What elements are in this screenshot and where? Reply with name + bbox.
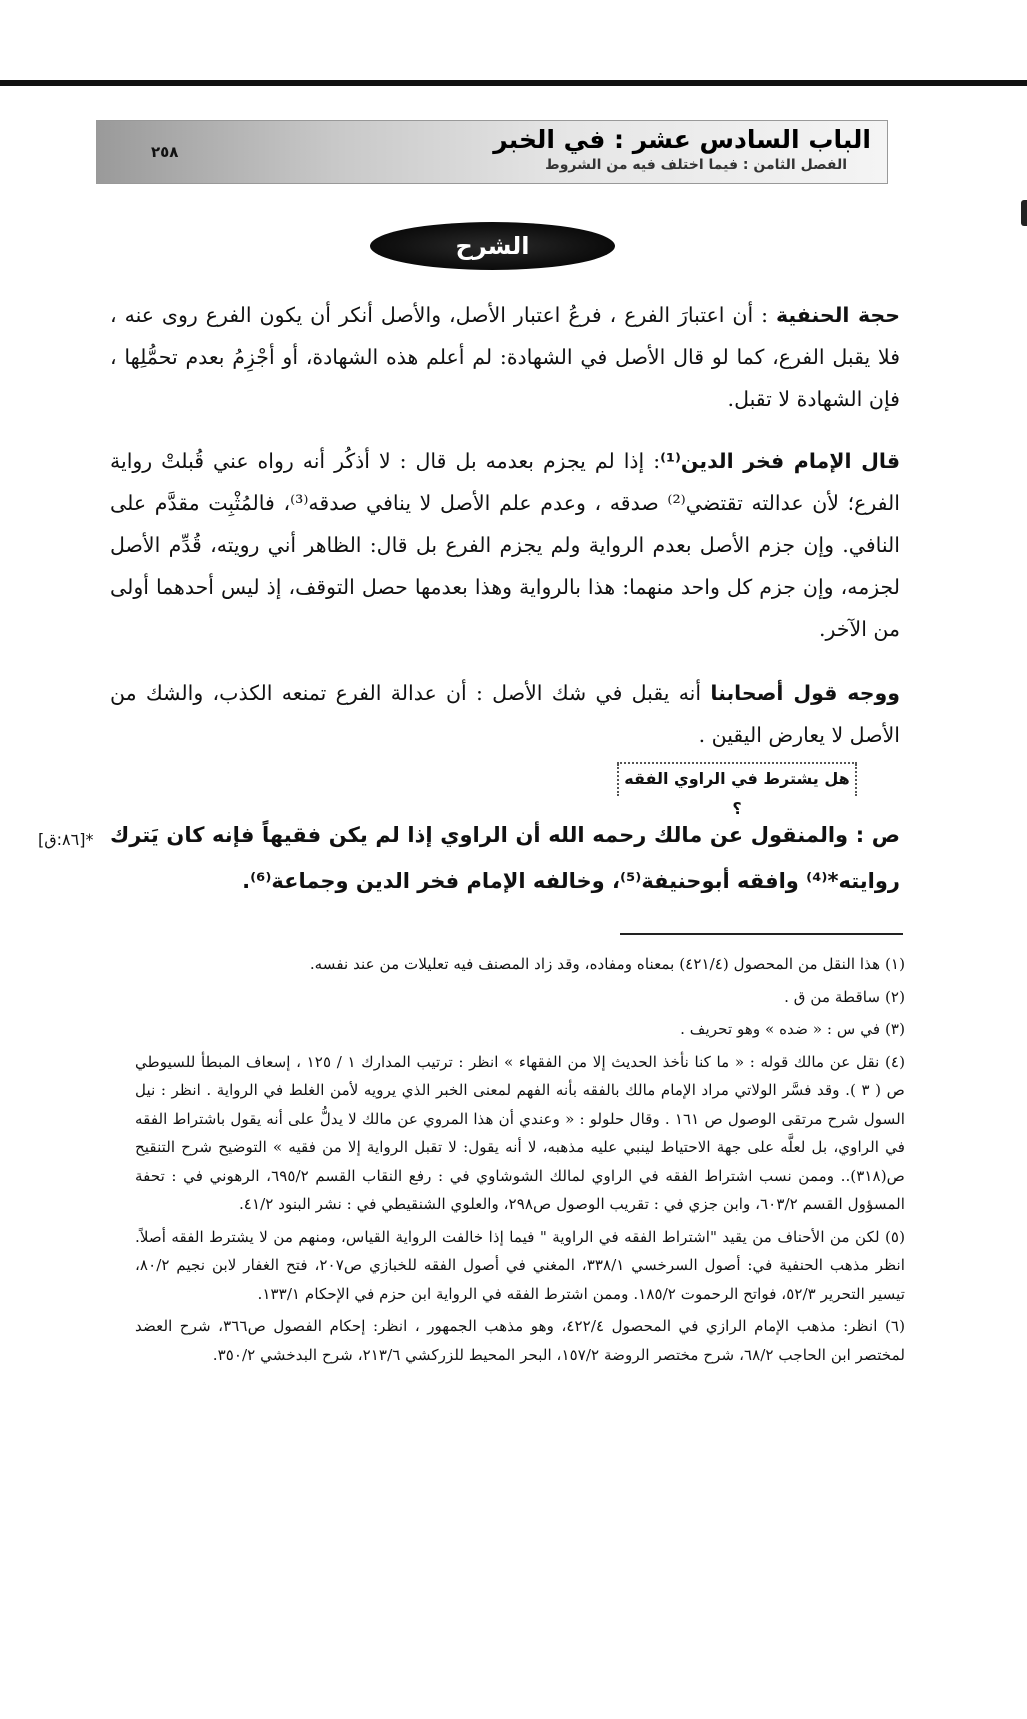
footnote: (٦) انظر: مذهب الإمام الرازي في المحصول ٤٢٢/٤، وهو مذهب الجمهور ، انظر: إحكام الفصول ص٣٦٦، شرح العضد لمختصر ابن الحاجب ٦٨/٢، شرح مختصر الروضة ١٥٧/٢، البحر المحيط للزركشي ٢١٣/٦، شرح البدخشي ٣٥٠/٢. bbox=[135, 1317, 906, 1364]
chapter-title: الباب السادس عشر : في الخبر bbox=[493, 125, 871, 154]
footnotes-list bbox=[135, 950, 905, 1373]
footnote: (٣) في س : « ضده » وهو تحريف . bbox=[680, 1020, 905, 1038]
paragraph-fakhr-al-din bbox=[110, 440, 900, 650]
paragraph-lead: ووجه قول أصحابنا bbox=[710, 681, 900, 705]
question-heading: هل يشترط في الراوي الفقه ؟ bbox=[617, 762, 857, 796]
top-rule bbox=[0, 80, 1027, 86]
page-number: ٢٥٨ bbox=[151, 143, 179, 161]
footnote-separator bbox=[620, 933, 903, 935]
paragraph-text: أنه يقبل في شك الأصل : أن عدالة الفرع تمنعه الكذب، والشك من الأصل لا يعارض اليقين . bbox=[110, 681, 900, 747]
paragraph-our-companions bbox=[110, 672, 900, 756]
paragraph-lead: حجة الحنفية bbox=[776, 303, 900, 327]
paragraph-text: : إذا لم يجزم بعدمه بل قال : لا أذكُر أنه رواه عني قُبلتْ رواية الفرع؛ لأن عدالته تقتضي⁽²⁾ صدقه ، وعدم علم الأصل لا ينافي صدقه⁽³⁾، فالمُثْبِت مقدَّم على النافي. وإن جزم الأصل بعدم الرواية ولم يجزم الفرع بل قال: الظاهر أني رويته، قُدِّم الأصل لجزمه، وإن جزم كل واحد منهما: هذا بالرواية وهذا بعدمها حصل التوقف، إذ ليس أحدهما أولى من الآخر. bbox=[110, 449, 900, 641]
margin-mark bbox=[1021, 200, 1027, 226]
paragraph-text: : أن اعتبارَ الفرع ، فرعُ اعتبار الأصل، والأصل أنكر أن يكون الفرع روى عنه ، فلا يقبل الفرع، كما لو قال الأصل في الشهادة: لم أعلم هذه الشهادة، أو أجْزِمُ بعدم تحمُّلِها ، فإن الشهادة لا تقبل. bbox=[110, 303, 900, 411]
footnote: (١) هذا النقل من المحصول (٤٢١/٤) بمعناه ومفاده، وقد زاد المصنف فيه تعليلات من عند نفسه. bbox=[309, 955, 905, 973]
sharh-heading-badge: الشرح bbox=[370, 222, 615, 270]
paragraph-lead: قال الإمام فخر الدين⁽¹⁾ bbox=[660, 449, 901, 473]
matn-text: ص : والمنقول عن مالك رحمه الله أن الراوي إذا لم يكن فقيهاً فإنه كان يَترك روايته*⁽⁴⁾ وافقه أبوحنيفة⁽⁵⁾، وخالفه الإمام فخر الدين وجماعة⁽⁶⁾. bbox=[110, 823, 900, 893]
manuscript-reference: *[٨٦:ق] bbox=[38, 830, 94, 849]
footnote: (٥) لكن من الأحناف من يقيد "اشتراط الفقه في الراوية " فيما إذا خالفت الرواية القياس، ومنهم من لا يشترط الفقه أصلاً. انظر مذهب الحنفية في: أصول السرخسي ٣٣٨/١، المغني في أصول الفقه للخبازي ص٢٠٧، فتح الغفار لابن نجيم ٨٠/٢، تيسير التحرير ٥٢/٣، فواتح الرحموت ١٨٥/٢. وممن اشترط الفقه في الرواية ابن حزم في الإحكام ١٣٣/١. bbox=[135, 1227, 905, 1303]
paragraph-hanafi-argument bbox=[110, 294, 900, 420]
section-title: الفصل الثامن : فيما اختلف فيه من الشروط bbox=[545, 157, 847, 173]
running-header bbox=[96, 120, 888, 184]
footnote: (٢) ساقطة من ق . bbox=[784, 987, 905, 1006]
footnote: (٤) نقل عن مالك قوله : « ما كنا نأخذ الحديث إلا من الفقهاء » انظر : ترتيب المدارك ١ / ١٢٥ ، إسعاف المبطأ للسيوطي ص ( ٣ ). وقد فسَّر الولاتي مراد الإمام مالك بالفقه بأنه الفهم لمعنى الخبر الذي يرويه لأمن الغلط في الرواية . انظر : نيل السول شرح مرتقى الوصول ص ١٦١ . وقال حلولو : « وعندي أن هذا المروي عن مالك لا يدلُّ على أنه يقول باشتراط الفقه في الراوي، بل لعلَّه على جهة الاحتياط لينبي عليه مذهبه، لا أنه يقول: لا تقبل الرواية إلا من فقيه » التوضيح شرح التنقيح ص(٣١٨).. وممن نسب اشتراط الفقه في الراوي لمالك الشوشاوي في : رفع النقاب القسم ٦٩٥/٢، الرهوني في : تحفة المسؤول القسم ٦٠٣/٢، وابن جزي في : تقريب الوصول ص٢٩٨، والعلوي الشنقيطي في : نشر البنود ٤١/٢. bbox=[135, 1052, 906, 1213]
